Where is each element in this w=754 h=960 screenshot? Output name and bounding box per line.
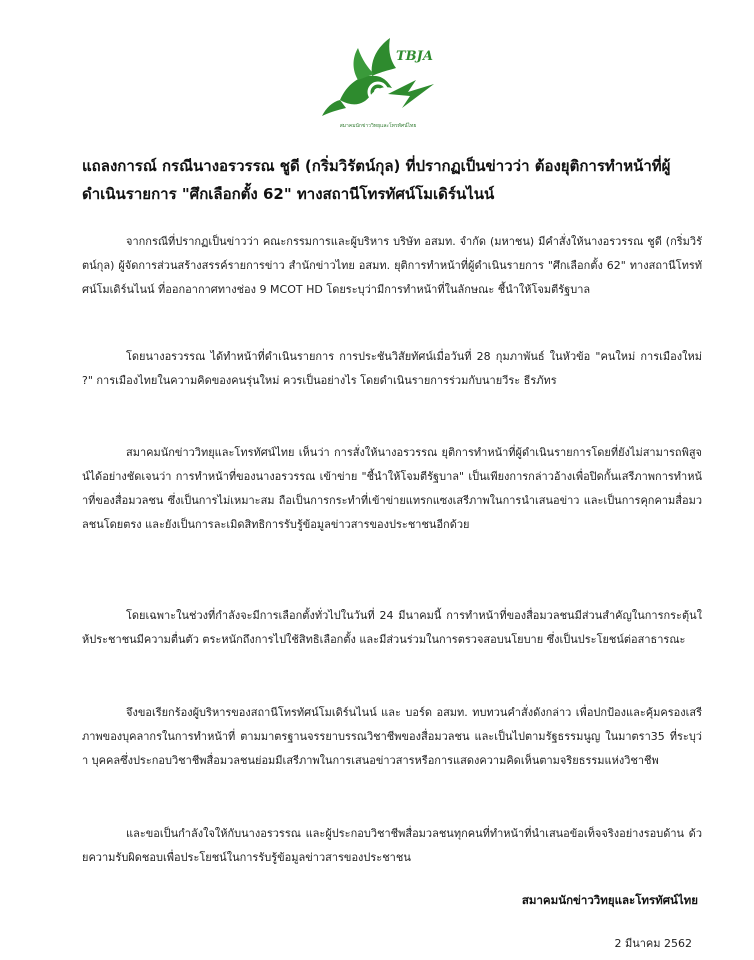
paragraph-3: สมาคมนักข่าววิทยุและโทรทัศน์ไทย เห็นว่า การสั่งให้นางอรวรรณ ยุติการทำหน้าที่ผู้ดำเนินรายการโดยที่ยังไม่สามารถพิสูจน์ได้อย่างชัดเจนว่า การทำหน้าที่ของนางอรวรรณ เข้าข่าย "ชี้นำให้โจมตีรัฐบาล" เป็นเพียงการกล่าวอ้างเพื่อปิดกั้นเสรีภาพการทำหน้าที่ของสื่อมวลชน ซึ่งเป็นการไม่เหมาะสม ถือเป็นการกระทำที่เข้าข่ายแทรกแซงเสรีภาพในการนำเสนอข่าว และเป็นการคุกคามสื่อมวลชนโดยตรง และยังเป็นการละเมิดสิทธิการรับรู้ข้อมูลข่าวสารของประชาชนอีกด้วย (82, 446, 702, 531)
logo-text: TBJA (396, 49, 433, 64)
signature: สมาคมนักข่าววิทยุและโทรทัศน์ไทย (521, 893, 698, 907)
paragraph-5: จึงขอเรียกร้องผู้บริหารของสถานีโทรทัศน์โมเดิร์นไนน์ และ บอร์ด อสมท. ทบทวนคำสั่งดังกล่าว เพื่อปกป้องและคุ้มครองเสรีภาพของบุคลากรในการทำหน้าที่ ตามมาตรฐานจรรยาบรรณวิชาชีพของสื่อมวลชน และเป็นไปตามรัฐธรรมนูญ ในมาตรา35 ที่ระบุว่า บุคคลซึ่งประกอบวิชาชีพสื่อมวลชนย่อมมีเสรีภาพในการเสนอข่าวสารหรือการแสดงความคิดเห็นตามจริยธรรมแห่งวิชาชีพ (82, 706, 702, 767)
logo-caption: สมาคมนักข่าววิทยุและโทรทัศน์ไทย (339, 123, 417, 129)
statement-title: แถลงการณ์ กรณีนางอรวรรณ ชูดี (กริ่มวิรัตน์กุล) ที่ปรากฏเป็นข่าวว่า ต้องยุติการทำหน้าที่ผู้ดำเนินรายการ "ศึกเลือกตั้ง 62" ทางสถานีโทรทัศน์โมเดิร์นไนน์ (82, 157, 671, 203)
paragraph-1: จากกรณีที่ปรากฏเป็นข่าวว่า คณะกรรมการและผู้บริหาร บริษัท อสมท. จำกัด (มหาชน) มีคำสั่งให้นางอรวรรณ ชูดี (กริ่มวิรัตน์กุล) ผู้จัดการส่วนสร้างสรรค์รายการข่าว สำนักข่าวไทย อสมท. ยุติการทำหน้าที่ผู้ดำเนินรายการ "ศึกเลือกตั้ง 62" ทางสถานีโทรทัศน์โมเดิร์นไนน์ ที่ออกอากาศทางช่อง 9 MCOT HD โดยระบุว่ามีการทำหน้าที่ในลักษณะ ชี้นำให้โจมตีรัฐบาล (82, 235, 702, 296)
paragraph-6: และขอเป็นกำลังใจให้กับนางอรวรรณ และผู้ประกอบวิชาชีพสื่อมวลชนทุกคนที่ทำหน้าที่นำเสนอข้อเท็จจริงอย่างรอบด้าน ด้วยความรับผิดชอบเพื่อประโยชน์ในการรับรู้ข้อมูลข่าวสารของประชาชน (82, 827, 702, 864)
dove-lightning-icon (318, 30, 438, 122)
paragraph-4: โดยเฉพาะในช่วงที่กำลังจะมีการเลือกตั้งทั่วไปในวันที่ 24 มีนาคมนี้ การทำหน้าที่ของสื่อมวลชนมีส่วนสำคัญในการกระตุ้นให้ประชาชนมีความตื่นตัว ตระหนักถึงการไปใช้สิทธิเลือกตั้ง และมีส่วนร่วมในการตรวจสอบนโยบาย ซึ่งเป็นประโยชน์ต่อสาธารณะ (82, 609, 702, 646)
paragraph-2: โดยนางอรวรรณ ได้ทำหน้าที่ดำเนินรายการ การประชันวิสัยทัศน์เมื่อวันที่ 28 กุมภาพันธ์ ในหัวข้อ "คนใหม่ การเมืองใหม่ ?" การเมืองไทยในความคิดของคนรุ่นใหม่ ควรเป็นอย่างไร โดยดำเนินรายการร่วมกับนายวีระ ธีรภัทร (82, 350, 702, 387)
association-logo (318, 30, 438, 130)
statement-date: 2 มีนาคม 2562 (614, 937, 692, 950)
